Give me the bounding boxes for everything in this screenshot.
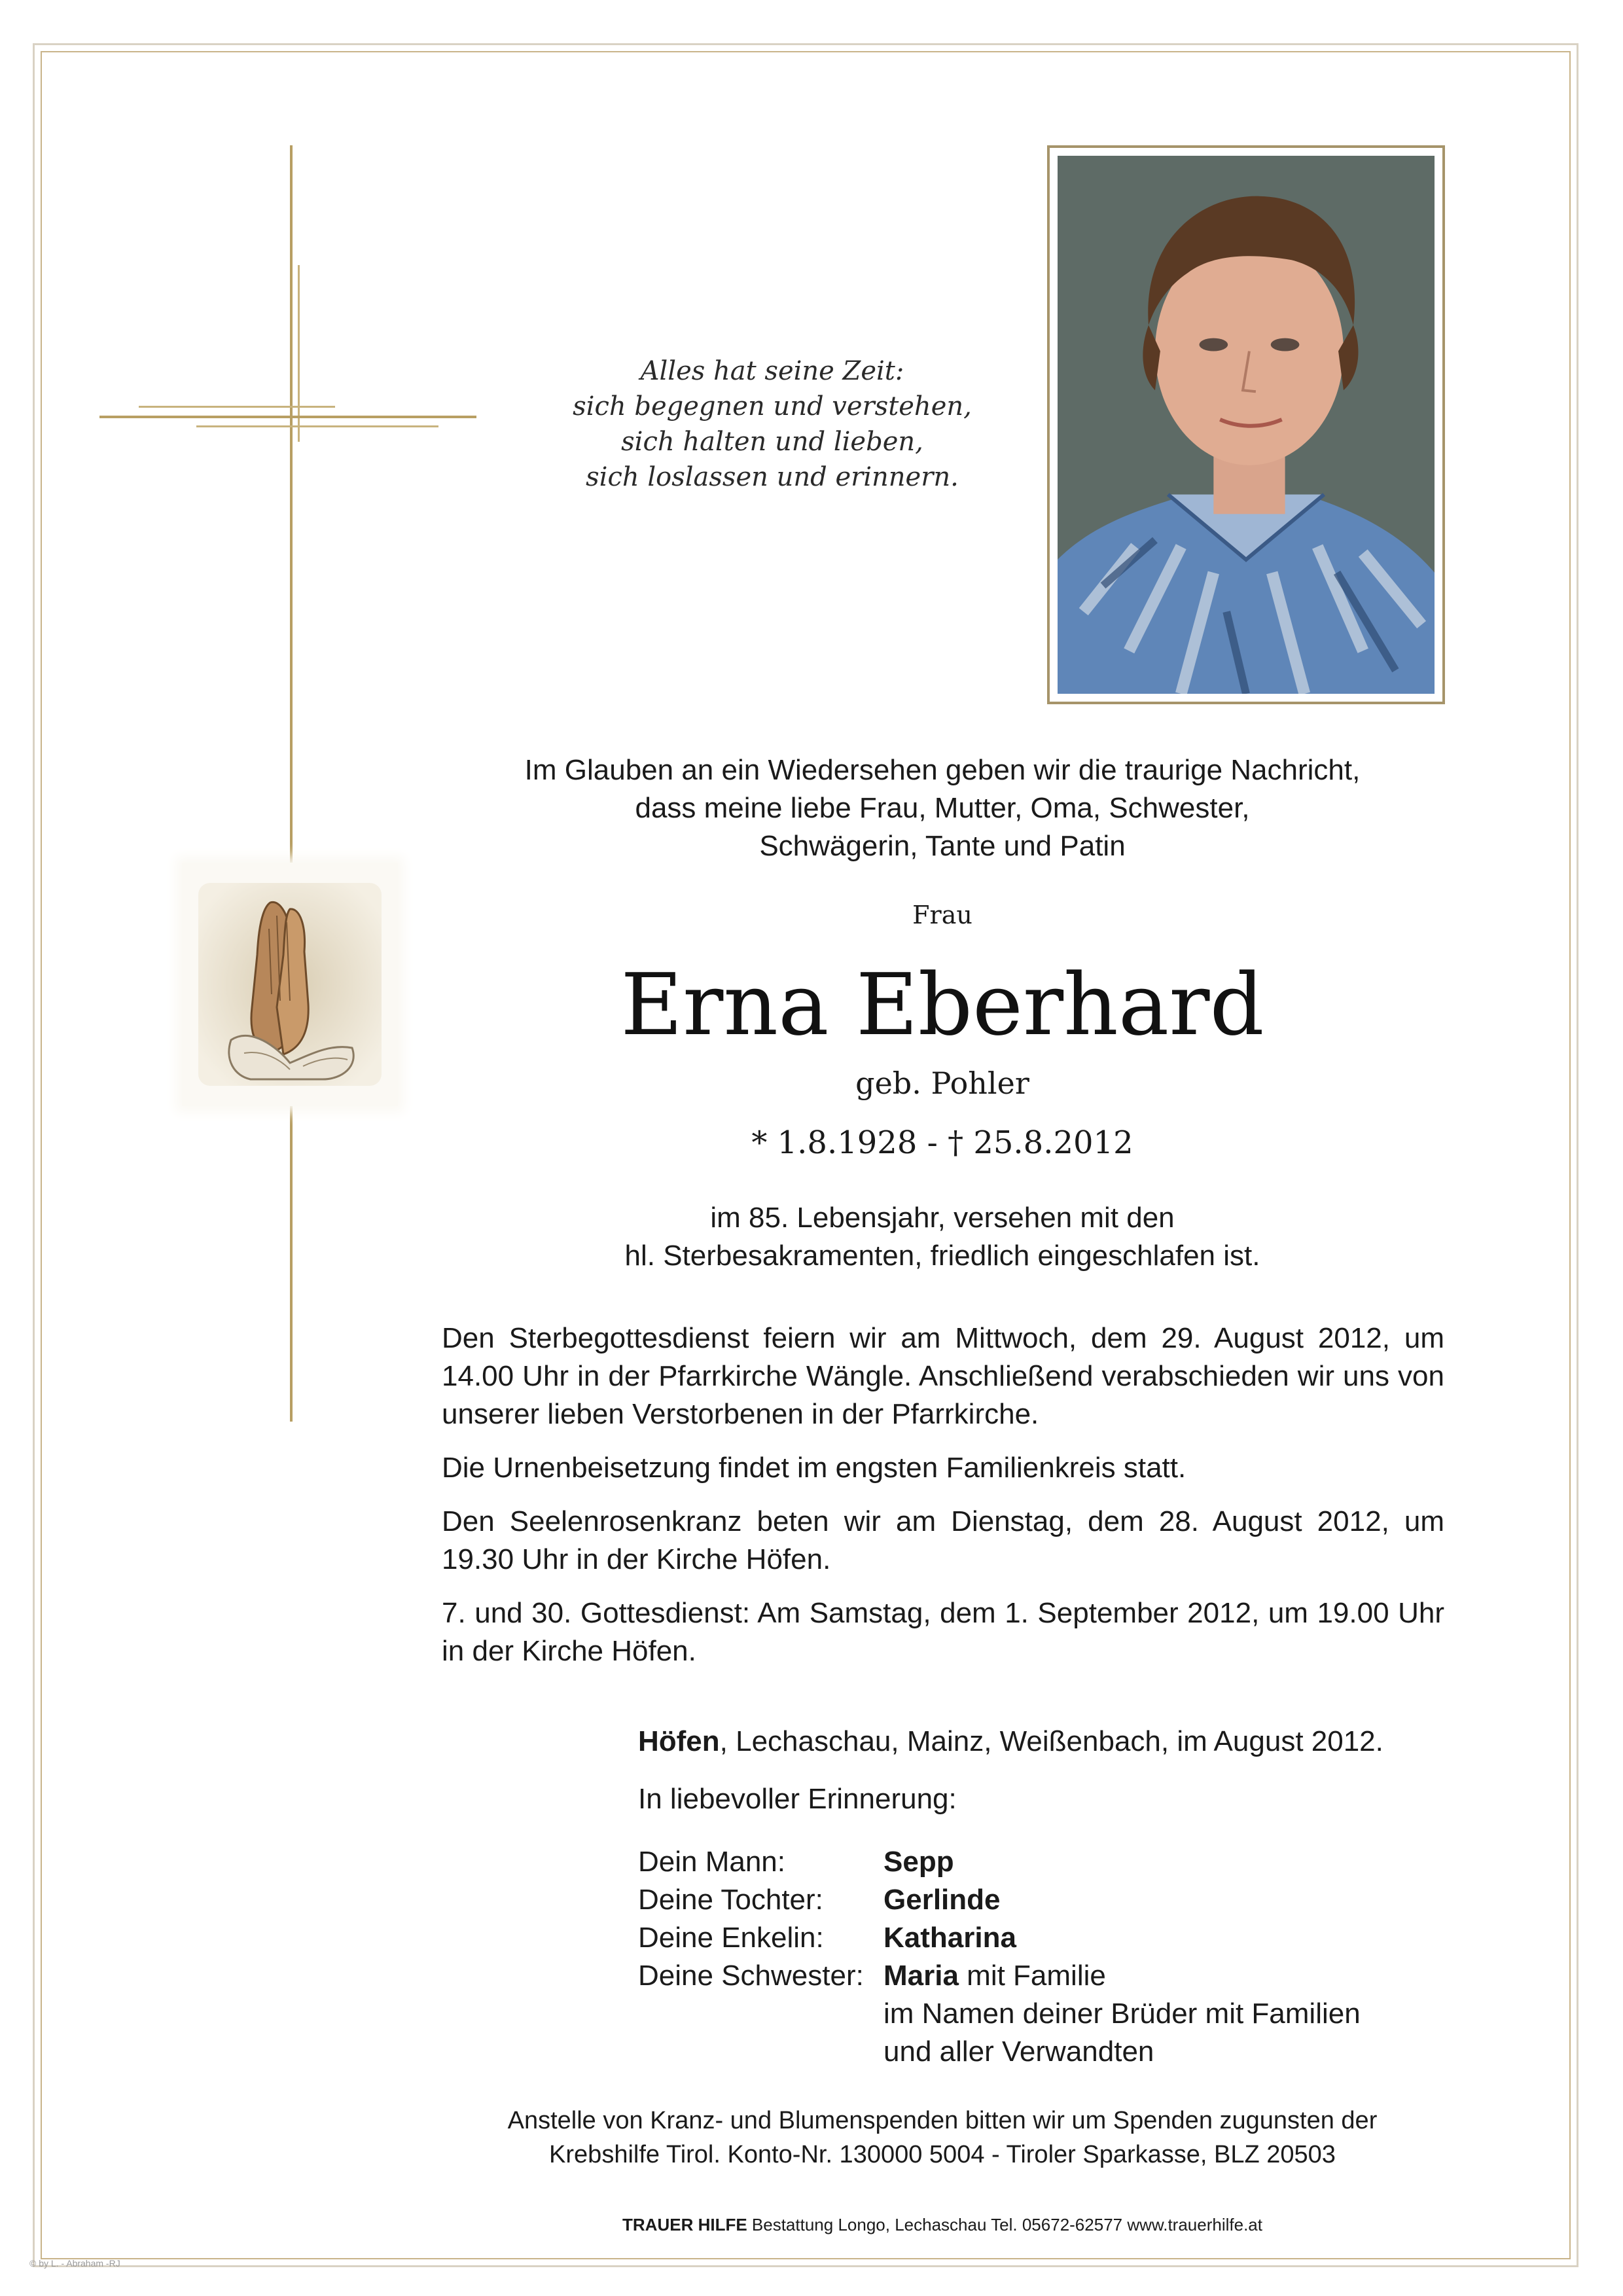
deceased-name: Erna Eberhard [620, 955, 1264, 1054]
mourner-name: Maria [883, 1960, 959, 1992]
mourner-relation: Deine Schwester: [638, 1960, 864, 1992]
portrait-photo [1058, 156, 1435, 694]
memory-line: In liebevoller Erinnerung: [638, 1783, 957, 1815]
age-statement [484, 1199, 1400, 1275]
service-details [442, 1319, 1444, 1686]
place-date-line [638, 1723, 1489, 1761]
service-paragraph: Den Seelenrosenkranz beten wir am Dienstag, dem 28. August 2012, um 19.30 Uhr in der Kirche Höfen. [442, 1505, 1444, 1575]
closing-section [638, 1723, 1489, 2071]
mourner-row [638, 1843, 1489, 1881]
mourner-row [638, 1957, 1489, 1995]
mourner-suffix: mit Familie [958, 1960, 1106, 1992]
mourner-name: Gerlinde [883, 1884, 1001, 1916]
mourner-name-cell [883, 1843, 954, 1881]
mourner-name: Katharina [883, 1922, 1016, 1954]
mourner-row [638, 2033, 1489, 2071]
mourner-name-cell [883, 1881, 1001, 1919]
cross-horizontal-bar [99, 416, 476, 418]
mourner-relation-empty [638, 1995, 883, 2033]
funeral-home-footer [419, 2215, 1466, 2235]
mourner-relation: Dein Mann: [638, 1846, 786, 1878]
service-paragraph: 7. und 30. Gottesdienst: Am Samstag, dem 1. September 2012, um 19.00 Uhr in der Kirche Höfen. [442, 1597, 1444, 1667]
age-line: im 85. Lebensjahr, versehen mit den [710, 1202, 1175, 1234]
age-line: hl. Sterbesakramenten, friedlich eingeschlafen ist. [624, 1240, 1260, 1272]
portrait-photo-frame [1047, 145, 1445, 704]
intro-line: Im Glauben an ein Wiedersehen geben wir die traurige Nachricht, [524, 754, 1361, 786]
praying-hands-image [182, 863, 398, 1106]
quote-line: sich begegnen und verstehen, [573, 391, 972, 422]
place-bold: Höfen [638, 1725, 720, 1757]
quote-line: sich loslassen und erinnern. [586, 462, 959, 492]
quote-line: Alles hat seine Zeit: [640, 356, 904, 386]
quote-line: sich halten und lieben, [621, 427, 923, 457]
mourner-name: Sepp [883, 1846, 954, 1878]
life-dates: * 1.8.1928 - † 25.8.2012 [751, 1124, 1133, 1161]
donation-line: Krebshilfe Tirol. Konto-Nr. 130000 5004 - Tiroler Sparkasse, BLZ 20503 [549, 2141, 1336, 2168]
portrait-image [1058, 156, 1435, 694]
maiden-name: geb. Pohler [855, 1066, 1029, 1101]
mourner-row [638, 1919, 1489, 1957]
donation-line: Anstelle von Kranz- und Blumenspenden bitten wir um Spenden zugunsten der [507, 2107, 1378, 2134]
intro-line: dass meine liebe Frau, Mutter, Oma, Schwester, [635, 792, 1250, 824]
footer-contact: Bestattung Longo, Lechaschau Tel. 05672-62577 www.trauerhilfe.at [747, 2215, 1262, 2234]
mourners-list [638, 1843, 1489, 2071]
cross-horizontal-accent-bottom [196, 425, 438, 427]
memorial-quote [550, 353, 995, 495]
mourner-relation-empty [638, 2033, 883, 2071]
praying-hands-icon [192, 876, 388, 1092]
service-paragraph: Die Urnenbeisetzung findet im engsten Familienkreis statt. [442, 1452, 1186, 1484]
footer-brand: TRAUER HILFE [622, 2215, 747, 2234]
mourner-extra-line: im Namen deiner Brüder mit Familien [883, 1998, 1361, 2030]
mourner-name-cell [883, 1919, 1016, 1957]
donation-request [419, 2104, 1466, 2172]
mourner-row [638, 1881, 1489, 1919]
image-credit: © by L. - Abraham -RJ [29, 2258, 120, 2269]
service-paragraph: Den Sterbegottesdienst feiern wir am Mittwoch, dem 29. August 2012, um 14.00 Uhr in der Pfarrkirche Wängle. Anschließend verabschieden wir uns von unserer lieben Verstorbenen in der Pfarrkirche. [442, 1322, 1444, 1430]
mourner-relation: Deine Enkelin: [638, 1922, 824, 1954]
mourner-row [638, 1995, 1489, 2033]
announcement-intro [458, 751, 1427, 865]
honorific: Frau [912, 901, 972, 929]
place-rest: , Lechaschau, Mainz, Weißenbach, im August 2012. [719, 1725, 1383, 1757]
mourner-relation: Deine Tochter: [638, 1884, 823, 1916]
cross-vertical-bar [290, 145, 293, 1422]
mourner-extra-line: und aller Verwandten [883, 2036, 1154, 2068]
cross-horizontal-accent-top [139, 406, 335, 408]
mourner-name-cell [883, 1957, 1106, 1995]
intro-line: Schwägerin, Tante und Patin [759, 830, 1126, 862]
